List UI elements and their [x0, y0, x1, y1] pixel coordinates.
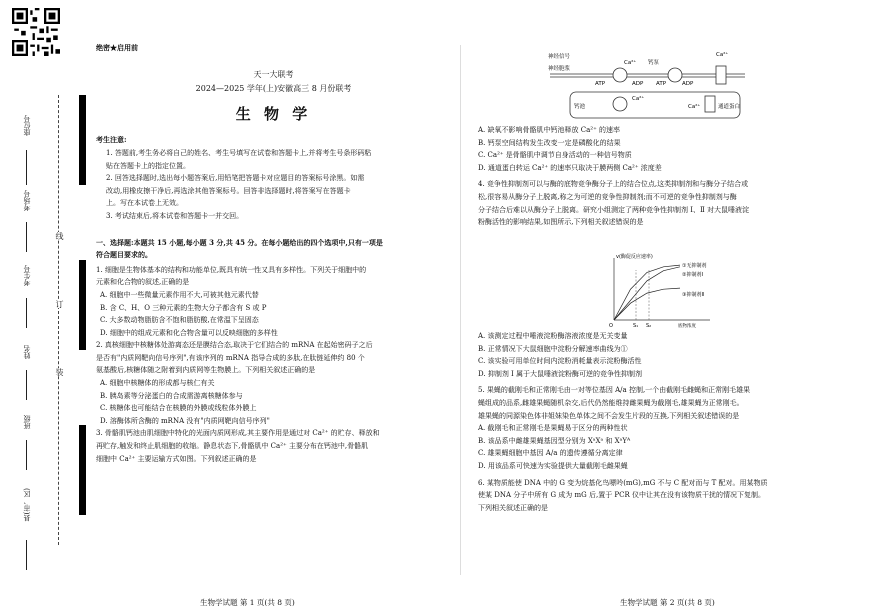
section-title-cont: 符合题目要求的。: [96, 250, 152, 260]
option-line: A. 细胞中一些微量元素作用不大,可被其他元素代替: [100, 290, 259, 299]
tick-label: S₂: [646, 323, 652, 328]
question-line: 分子结合后难以从酶分子上脱离。研究小组测定了两种竞争性抑制剂 Ⅰ、Ⅱ 对大鼠唾液淀: [478, 205, 749, 214]
question-line: 元素和化合物的叙述,正确的是: [96, 278, 190, 287]
county-label: 县(市、区): [23, 488, 31, 522]
name-label: 姓名: [23, 345, 31, 359]
student-id-line: [26, 298, 27, 328]
exam-name: 2024—2025 学年(上)安徽高三 8 月份联考: [195, 84, 352, 94]
question-line: 6. 某物质能使 DNA 中的 G 变为烷基化鸟嘌呤(mG),mG 不与 C 配对而与 T 配对。用某物质: [478, 478, 768, 487]
exam-room-label: 考场号: [23, 190, 31, 211]
inhibitor-chart: [600, 250, 720, 328]
question-line: 蝇组成的品系,雌雄果蝇随机杂交,后代仍然能维持雌果蝇为截刚毛,雄果蝇为正常刚毛。: [478, 398, 744, 407]
notice-list: [96, 147, 451, 223]
page-divider: [460, 45, 461, 575]
fig1-label: Ca²⁺: [688, 104, 701, 110]
binding-margin: [0, 0, 80, 615]
notice-line: 2. 回答选择题时,选出每小题答案后,用铅笔把答题卡对应题目的答案标号涂黑。如需: [106, 174, 365, 183]
section-title: 一、选择题:本题共 15 小题,每小题 3 分,共 45 分。在每小题给出的四个选项中,只有一项是: [96, 237, 383, 247]
edge-bar: [79, 260, 86, 350]
fig1-label: Ca²⁺: [632, 96, 645, 102]
curve-label: ③抑制剂Ⅱ: [682, 292, 704, 298]
qr-code: [12, 8, 60, 56]
exam-room-line: [26, 222, 27, 252]
question-line: 3. 骨骼肌钙池由肌细胞中特化的光面内质网形成,其主要作用是通过对 Ca²⁺ 的贮存、释放和: [96, 429, 380, 438]
question-line: 松,很容易从酶分子上脱离,称之为可逆的竞争性抑制剂;而不可逆的竞争性抑制剂与酶: [478, 192, 737, 201]
curve-label: ①无抑制剂: [682, 263, 707, 269]
option-line: B. 该品系中雌雄果蝇基因型分别为 XᵃXᵃ 和 XᵃYᴬ: [478, 436, 631, 445]
left-page: [96, 42, 451, 465]
question-line: 细胞中 Ca²⁺ 主要运输方式如图。下列叙述正确的是: [96, 454, 257, 463]
curve-1: [614, 265, 680, 320]
option-line: C. 该实验可用单位时间内淀粉消耗量表示淀粉酶活性: [478, 357, 642, 366]
fig1-label: 钙池: [574, 104, 586, 110]
fig1-label: 神经胞浆: [548, 66, 571, 72]
seat-number-label: 座位号: [23, 115, 31, 136]
question-line: 是否有"内质网靶向信号序列",有该序列的 mRNA 指导合成的多肽,在肽链延伸约 80 个: [96, 353, 365, 362]
question-line: 粉酶活性的影响结果,如图所示,下列相关叙述错误的是: [478, 218, 644, 227]
fig1-label: ADP: [682, 81, 694, 87]
name-line: [26, 370, 27, 400]
right-page-top: [478, 124, 863, 229]
option-line: D. 用该品系可快速为实验提供大量截刚毛雌果蝇: [478, 461, 628, 470]
fig1-label: ATP: [656, 81, 667, 87]
question-line: 2. 真核细胞中核糖体处游离态还是膜结合态,取决于它们结合的 mRNA 在起始密码子之后: [96, 341, 373, 350]
footer-right: 生物学试题 第 2 页(共 8 页): [620, 598, 715, 607]
county-line: [26, 540, 27, 570]
edge-bar: [79, 95, 86, 185]
fig1-label: ADP: [632, 81, 644, 87]
fig1-label: 钙泵: [648, 60, 660, 66]
option-line: C. Ca²⁺ 是骨骼肌中调节自身活动的一种信号物质: [478, 151, 632, 160]
option-line: B. 钙泵空间结构发生改变一定是磷酸化的结果: [478, 138, 621, 147]
cut-line: [58, 95, 60, 545]
fig1-label: ATP: [595, 81, 606, 87]
option-line: D. 溶酶体所含酶的 mRNA 没有"内质网靶向信号序列": [100, 416, 270, 425]
tick-label: O: [609, 323, 613, 328]
option-line: B. 胰岛素等分泌蛋白的合成需游离核糖体参与: [100, 391, 243, 400]
question-line: 雄果蝇的同源染色体非姐妹染色单体之间不会发生片段的互换,下列相关叙述错误的是: [478, 411, 740, 420]
option-line: D. 细胞中的组成元素和化合物含量可以反映细胞的多样性: [100, 328, 278, 337]
tick-label: S₁: [633, 323, 639, 328]
question-block-left: [96, 264, 451, 466]
right-page-bottom: [478, 330, 863, 514]
notice-line: 3. 考试结束后,将本试卷和答题卡一并交回。: [106, 211, 244, 220]
question-line: 4. 竞争性抑制剂可以与酶的底物竞争酶分子上的结合位点,这类抑制剂和与酶分子结合或: [478, 180, 749, 189]
option-line: D. 通道蛋白转运 Ca²⁺ 的速率只取决于膜两侧 Ca²⁺ 浓度差: [478, 163, 662, 172]
cut-word-xian: 线: [55, 232, 64, 240]
cut-word-ding: 订: [55, 300, 64, 308]
edge-bar: [79, 425, 86, 515]
fig1-label: Ca²⁺: [624, 60, 637, 66]
notice-line: 贴在答题卡上的指定位置。: [106, 161, 190, 170]
option-line: C. 雄果蝇细胞中基因 A/a 的遗传遵循分离定律: [478, 449, 623, 458]
question-line: 下列相关叙述正确的是: [478, 503, 548, 512]
question-line: 1. 细胞是生物体基本的结构和功能单位,既具有统一性又具有多样性。下列关于细胞中的: [96, 265, 367, 274]
option-line: A. 截刚毛和正常刚毛是果蝇易于区分的两种性状: [478, 424, 628, 433]
class-label: 班级: [23, 415, 31, 429]
notice-line: 改动,用橡皮擦干净后,再选涂其他答案标号。回答非选择题时,将答案写在答题卡: [106, 186, 351, 195]
option-line: B. 正常情况下大鼠细胞中淀粉分解速率曲线为①: [478, 344, 628, 353]
notice-line: 1. 答题前,考生务必将自己的姓名、考生号填写在试卷和答题卡上,并将考生号条形码粘: [106, 148, 372, 157]
option-line: C. 核糖体也可能结合在核膜的外膜或线粒体外膜上: [100, 404, 257, 413]
class-line: [26, 440, 27, 470]
notice-line: 上。写在本试卷上无效。: [106, 199, 183, 208]
subject-title: 生 物 学: [235, 104, 312, 123]
cut-word-zhuang: 装: [55, 368, 64, 376]
curve-3: [614, 288, 680, 320]
question-line: 使某 DNA 分子中所有 G 成为 mG 后,置于 PCR 仪中让其在没有该物质干扰的情况下复制。: [478, 491, 765, 500]
option-line: A. 缺氧不影响骨骼肌中钙池释放 Ca²⁺ 的速率: [478, 126, 620, 134]
option-line: C. 大多数动物脂肪含不饱和脂肪酸,在常温下呈固态: [100, 316, 259, 325]
option-line: A. 细胞中核糖体的形成都与核仁有关: [100, 379, 215, 388]
fig1-label: 神经信号: [548, 54, 571, 60]
x-axis-label: 底物浓度: [678, 324, 696, 328]
footer-left: 生物学试题 第 1 页(共 8 页): [200, 598, 295, 607]
question-line: 5. 果蝇的截刚毛和正常刚毛由一对等位基因 A/a 控制,一个由截刚毛雌蝇和正常刚毛雄果: [478, 386, 751, 395]
question-line: 氨基酸后,核糖体随之附着到内质网等生物膜上。下列相关叙述正确的是: [96, 366, 316, 375]
curve-label: ②抑制剂Ⅰ: [682, 272, 703, 278]
question-line: 再贮存,触发和终止肌细胞的收缩。静息状态下,骨骼肌中 Ca²⁺ 主要分布在钙池中,骨骼肌: [96, 442, 369, 451]
option-line: A. 该测定过程中唾液淀粉酶溶液浓度是无关变量: [478, 332, 628, 340]
secret-label: 绝密★启用前: [96, 43, 138, 52]
seat-number-line: [26, 150, 27, 185]
option-line: B. 含 C、H、O 三种元素的生物大分子都含有 S 或 P: [100, 303, 267, 312]
notice-title: 考生注意:: [96, 135, 127, 145]
y-axis-label: v(酶促反应速率): [616, 254, 653, 260]
fig1-label: 通道蛋白: [718, 104, 741, 110]
exam-org: 天一大联考: [253, 69, 294, 79]
fig1-label: Ca²⁺: [716, 52, 729, 58]
student-id-label: 考生号: [23, 265, 31, 286]
calcium-transport-figure: [540, 44, 750, 122]
option-line: D. 抑制剂 Ⅰ 属于大鼠唾液淀粉酶可逆的竞争性抑制剂: [478, 369, 643, 378]
